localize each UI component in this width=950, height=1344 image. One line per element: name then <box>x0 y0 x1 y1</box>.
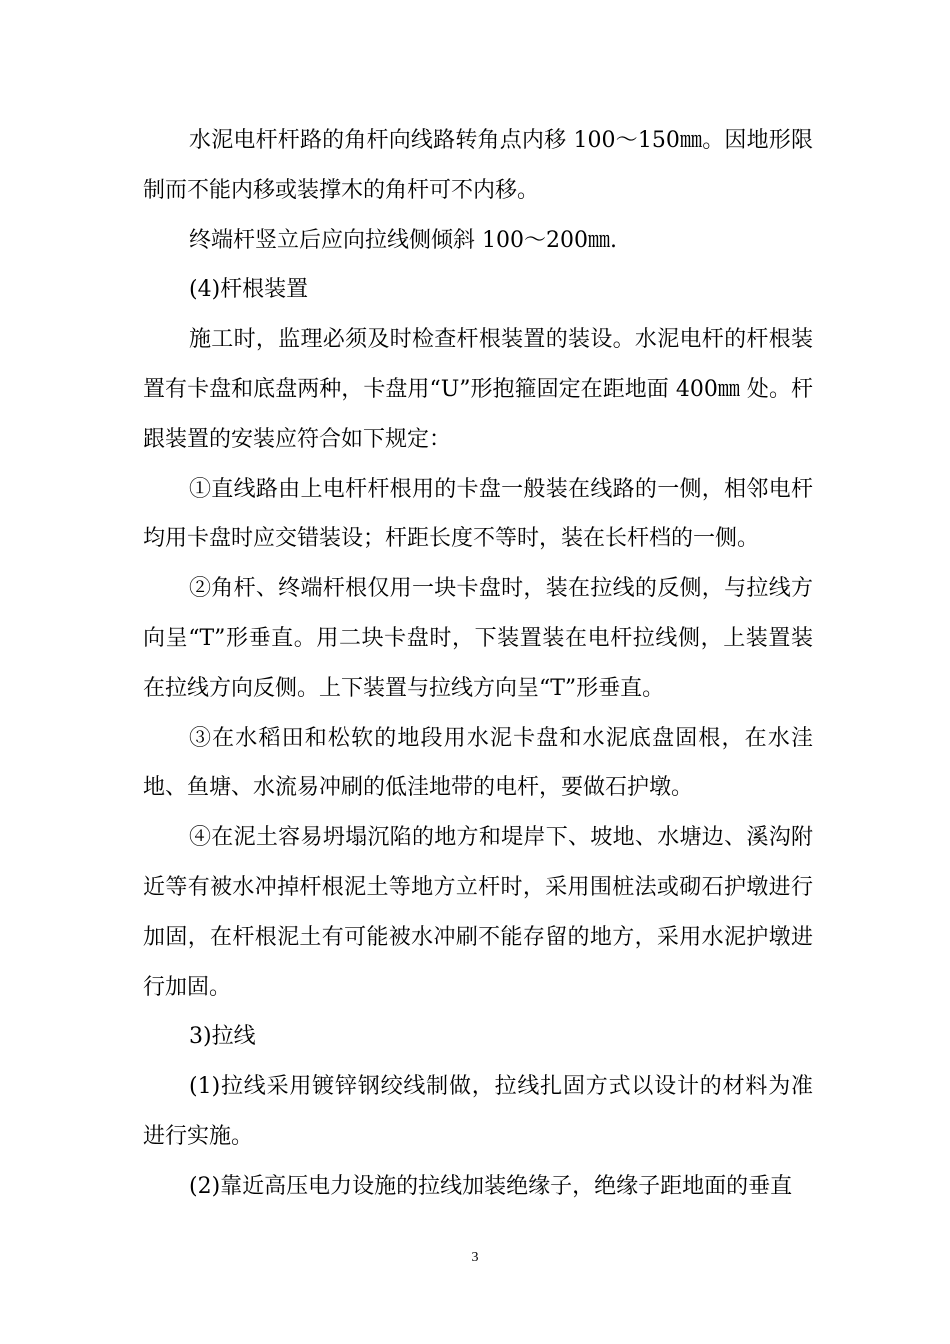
paragraph-guy-wire-insulator: (2)靠近高压电力设施的拉线加装绝缘子，绝缘子距地面的垂直 <box>189 1173 793 1199</box>
section-heading-guy-wire: 3)拉线 <box>189 1024 256 1050</box>
list-item-1: ①直线路由上电杆杆根用的卡盘一般装在线路的一侧，相邻电杆均用卡盘时应交错装设；杆距长度不等时，装在长杆档的一侧。 <box>143 476 813 552</box>
paragraph-pole-root-inspection: 施工时，监理必须及时检查杆根装置的装设。水泥电杆的杆根装置有卡盘和底盘两种，卡盘用“U”形抱箍固定在距地面 400㎜ 处。杆跟装置的安装应符合如下规定： <box>143 327 813 452</box>
paragraph-corner-pole-offset: 水泥电杆杆路的角杆向线路转角点内移 100～150㎜。因地形限制而不能内移或装撑木的角杆可不内移。 <box>143 128 813 203</box>
list-item-4: ④在泥土容易坍塌沉陷的地方和堤岸下、坡地、水塘边、溪沟附近等有被水冲掉杆根泥土等地方立杆时，采用围桩法或砌石护墩进行加固，在杆根泥土有可能被水冲刷不能存留的地方，采用水泥护墩进行加固。 <box>143 825 813 1000</box>
paragraph-guy-wire-material: (1)拉线采用镀锌钢绞线制做，拉线扎固方式以设计的材料为准进行实施。 <box>143 1074 813 1149</box>
body-text <box>143 116 813 1212</box>
paragraph-terminal-pole-tilt: 终端杆竖立后应向拉线侧倾斜 100～200㎜. <box>189 227 617 253</box>
page-number: 3 <box>471 1250 479 1265</box>
list-item-2: ②角杆、终端杆根仅用一块卡盘时，装在拉线的反侧，与拉线方向呈“T”形垂直。用二块卡盘时，下装置装在电杆拉线侧，上装置装在拉线方向反侧。上下装置与拉线方向呈“T”形垂直。 <box>143 576 813 701</box>
list-item-3: ③在水稻田和松软的地段用水泥卡盘和水泥底盘固根，在水洼地、鱼塘、水流易冲刷的低洼地带的电杆，要做石护墩。 <box>143 725 813 801</box>
section-heading-pole-root: (4)杆根装置 <box>189 277 309 303</box>
